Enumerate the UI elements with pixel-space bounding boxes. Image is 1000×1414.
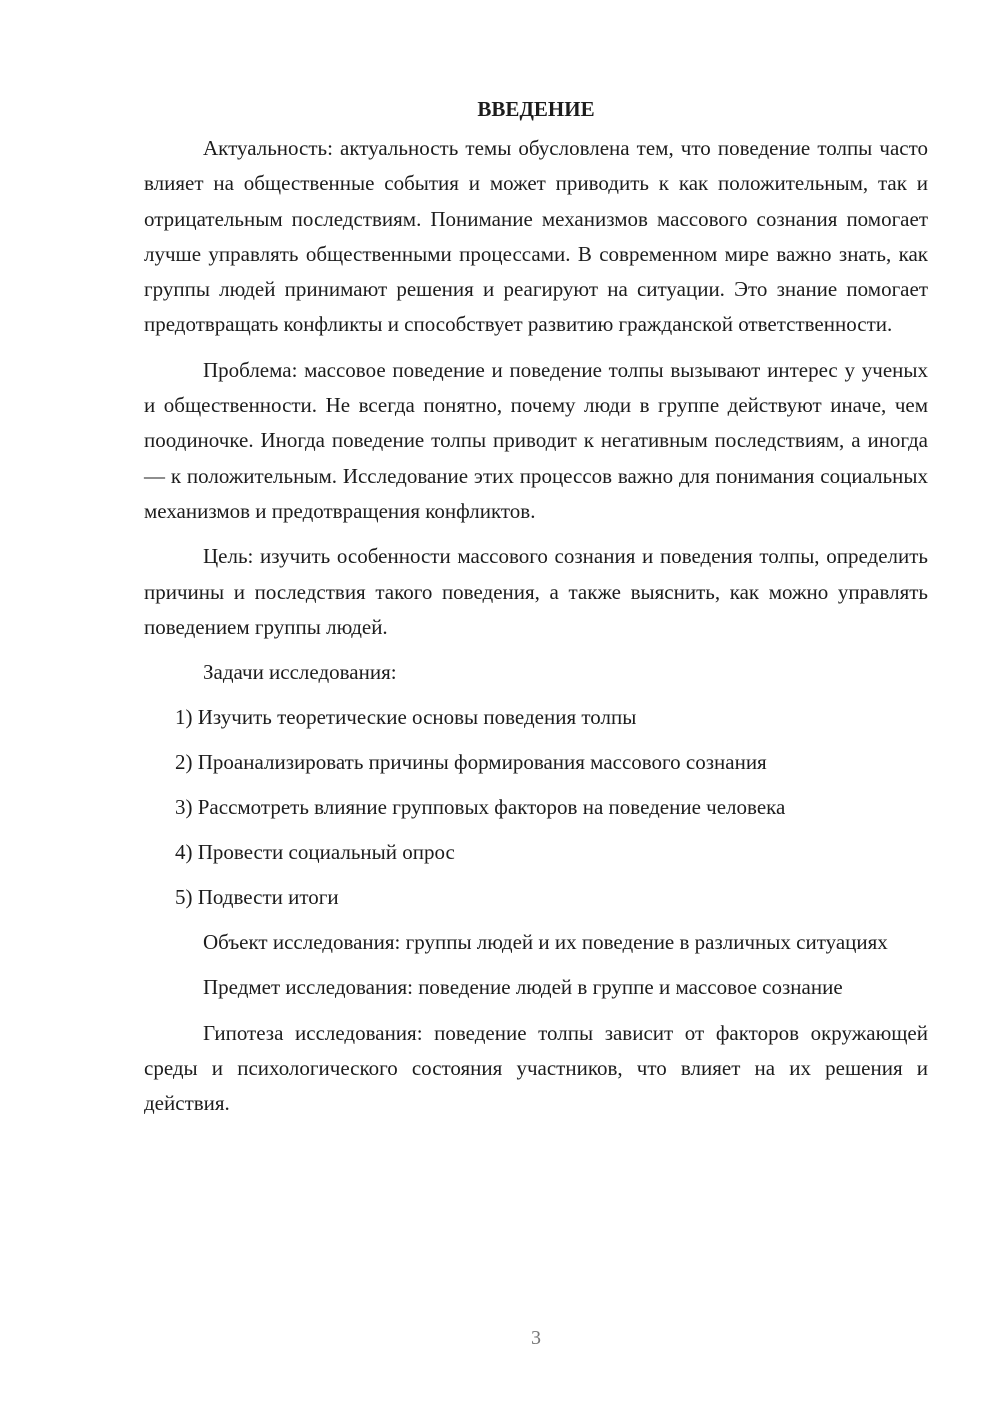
problem-paragraph: Проблема: массовое поведение и поведение толпы вызывают интерес у ученых и общественности. Не всегда понятно, почему люди в группе действуют иначе, чем поодиночке. Иногда поведение толпы приводит к негативным последствиям, а иногда — к положительным. Исследование этих процессов важно для понимания социальных механизмов и предотвращения конфликтов. xyxy=(144,357,928,523)
list-item: 3) Рассмотреть влияние групповых факторов на поведение человека xyxy=(175,795,786,820)
task-list xyxy=(144,700,928,915)
hypothesis-paragraph: Гипотеза исследования: поведение толпы зависит от факторов окружающей среды и психологического состояния участников, что влияет на их решения и действия. xyxy=(144,1020,928,1116)
subject-paragraph: Предмет исследования: поведение людей в группе и массовое сознание xyxy=(203,975,843,1000)
object-paragraph: Объект исследования: группы людей и их поведение в различных ситуациях xyxy=(203,930,888,955)
page-number: 3 xyxy=(531,1327,541,1349)
list-item: 4) Провести социальный опрос xyxy=(175,840,455,865)
page-content xyxy=(144,92,928,1132)
tasks-label: Задачи исследования: xyxy=(203,660,397,685)
page-title: ВВЕДЕНИЕ xyxy=(477,97,595,121)
list-item: 2) Проанализировать причины формирования массового сознания xyxy=(175,750,767,775)
list-item: 5) Подвести итоги xyxy=(175,885,339,910)
list-item: 1) Изучить теоретические основы поведения толпы xyxy=(175,705,637,730)
relevance-paragraph: Актуальность: актуальность темы обусловлена тем, что поведение толпы часто влияет на общественные события и может приводить к как положительным, так и отрицательным последствиям. Понимание механизмов массового сознания помогает лучше управлять общественными процессами. В современном мире важно знать, как группы людей принимают решения и реагируют на ситуации. Это знание помогает предотвращать конфликты и способствует развитию гражданской ответственности. xyxy=(144,136,928,337)
goal-paragraph: Цель: изучить особенности массового сознания и поведения толпы, определить причины и последствия такого поведения, а также выяснить, как можно управлять поведением группы людей. xyxy=(144,544,928,639)
